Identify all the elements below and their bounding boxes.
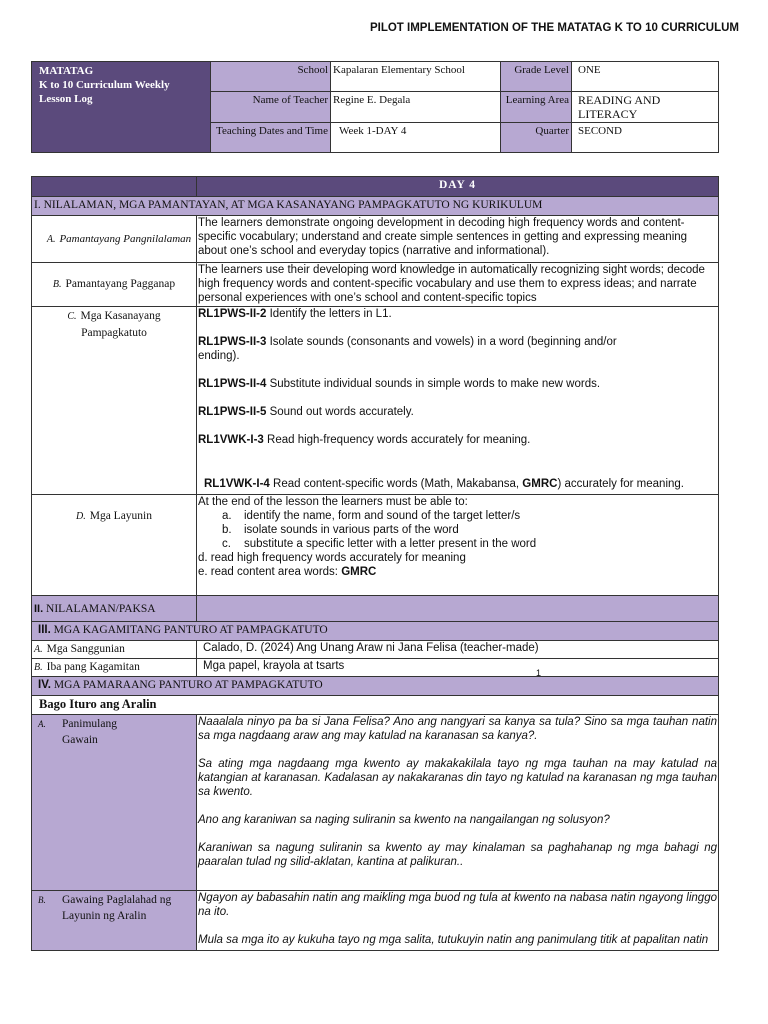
- section-2-text: NILALAMAN/PAKSA: [43, 602, 156, 615]
- label-letter: A.: [46, 233, 56, 245]
- paragraph: Naaalala ninyo pa ba si Jana Felisa? Ano ang nangyari sa kanya sa tula? Sino sa mga tauhan natin sa mga nagdaang araw ang may katulad na karanasan sa kanya?.: [198, 716, 717, 742]
- competency-text: Substitute individual sounds in simple words to make new words.: [266, 378, 601, 390]
- label-text: Panimulang Gawain: [62, 718, 117, 746]
- paragraph: Sa ating mga nagdaang mga kwento ay makakakilala tayo ng mga tauhan na may katulad na katangian at karanasan. Kadalasan ay nakakaranas din tayo ng katulad na karanasan ng mga tauhan sa kwento.: [198, 758, 717, 798]
- objective-text: identify the name, form and sound of the target letter/s: [244, 510, 521, 522]
- quarter-label: Quarter: [501, 123, 572, 153]
- objective-marker: c.: [222, 538, 231, 550]
- section-2-content: [197, 596, 719, 622]
- objective-item: [222, 537, 717, 551]
- competency-item: [198, 335, 628, 363]
- label-mga-layunin: [32, 495, 197, 596]
- objectives-intro: At the end of the lesson the learners must be able to:: [198, 496, 468, 508]
- label-iba-pang-kagamitan: [32, 659, 197, 677]
- quarter-value: SECOND: [572, 123, 719, 153]
- objectives-list: [198, 509, 717, 551]
- label-text: Mga Sanggunian: [46, 643, 125, 655]
- competency-text: Sound out words accurately.: [266, 406, 414, 418]
- label-text: Mga Layunin: [89, 510, 152, 522]
- competency-text: Read content-specific words (Math, Makabansa,: [269, 478, 523, 490]
- paragraph: Mula sa mga ito ay kukuha tayo ng mga salita, tutukuyin natin ang panimulang titik at papalitan natin: [198, 934, 709, 946]
- school-value: Kapalaran Elementary School: [331, 62, 501, 92]
- objectives: [197, 495, 719, 596]
- label-letter: B.: [34, 662, 43, 673]
- competency-code: RL1PWS-II-4: [198, 378, 267, 390]
- label-text: Pamantayang Pagganap: [65, 278, 176, 290]
- section-3-num: III.: [38, 624, 51, 636]
- area-value: READING AND LITERACY: [572, 92, 719, 123]
- competency-item: [198, 405, 717, 419]
- competency-item: [198, 433, 717, 447]
- matatag-brand: [32, 62, 211, 153]
- label-letter: B.: [38, 895, 46, 905]
- footnote-mark: 1: [536, 668, 542, 678]
- competency-bold: GMRC: [522, 478, 558, 490]
- brand-line-2: K to 10 Curriculum Weekly: [39, 79, 170, 91]
- objective-item: [222, 509, 717, 523]
- label-letter: D.: [75, 511, 86, 522]
- panimulang-gawain-content: [197, 715, 719, 891]
- competency-text-end: ) accurately for meaning.: [557, 478, 684, 490]
- teacher-label: Name of Teacher: [211, 92, 331, 123]
- objective-d: d. read high frequency words accurately for meaning: [198, 552, 466, 564]
- content-standard: The learners demonstrate ongoing development in decoding high frequency words and content-specific vocabulary; understand and create simple sentences in getting and expressing meaning about one’s school and everyday topics (narrative and informational).: [197, 216, 719, 263]
- other-materials: Mga papel, krayola at tsarts: [197, 659, 719, 677]
- section-3-title: [32, 622, 719, 641]
- subsection-bago-ituro: Bago Ituro ang Aralin: [32, 696, 719, 715]
- label-letter: A.: [38, 719, 46, 729]
- competency-code: RL1PWS-II-3: [198, 336, 267, 348]
- section-3-text: MGA KAGAMITANG PANTURO AT PAMPAGKATUTO: [50, 624, 328, 636]
- objective-e-text: e. read content area words:: [198, 566, 342, 578]
- objective-text: substitute a specific letter with a letter present in the word: [244, 538, 537, 550]
- competency-code: RL1VWK-I-4: [204, 478, 270, 490]
- paragraph: Karaniwan sa nagung suliranin sa kwento ay may kinalaman sa paghahanap ng mga bahagi ng paaralan tulad ng silid-aklatan, kantina at palikuran..: [198, 842, 717, 868]
- objective-e-bold: GMRC: [341, 566, 377, 578]
- page-title: PILOT IMPLEMENTATION OF THE MATATAG K TO 10 CURRICULUM: [369, 22, 739, 34]
- section-1-title: I. NILALAMAN, MGA PAMANTAYAN, AT MGA KASANAYANG PAMPAGKATUTO NG KURIKULUM: [32, 197, 719, 216]
- label-kasanayang-pampagkatuto: [32, 307, 197, 495]
- objective-text: isolate sounds in various parts of the word: [244, 524, 459, 536]
- objective-item: [222, 523, 717, 537]
- competency-text: Read high-frequency words accurately for meaning.: [263, 434, 531, 446]
- brand-line-1: MATATAG: [39, 65, 94, 77]
- label-letter: A.: [34, 644, 43, 655]
- competency-item: [198, 307, 717, 321]
- label-pamantayang-pagganap: [32, 263, 197, 307]
- objective-marker: a.: [222, 510, 232, 522]
- label-text: Pamantayang Pangnilalaman: [59, 232, 192, 245]
- label-mga-sanggunian: [32, 641, 197, 659]
- paragraph: Ano ang karaniwan sa naging suliranin sa kwento na nangailangan ng solusyon?: [198, 814, 610, 826]
- label-text: Iba pang Kagamitan: [46, 661, 140, 673]
- competency-code: RL1PWS-II-2: [198, 308, 267, 320]
- grade-label: Grade Level: [501, 62, 572, 92]
- competency-text: Identify the letters in L1.: [266, 308, 392, 320]
- dates-value: Week 1-DAY 4: [331, 123, 501, 153]
- competency-code: RL1PWS-II-5: [198, 406, 267, 418]
- section-2-num: II.: [34, 602, 44, 615]
- brand-line-3: Lesson Log: [39, 93, 93, 105]
- day-header: DAY 4: [197, 177, 719, 197]
- section-4-title: [32, 677, 719, 696]
- learning-competencies: [197, 307, 719, 495]
- competency-item: [198, 477, 717, 491]
- label-panimulang-gawain: [32, 715, 197, 891]
- teacher-value: Regine E. Degala: [331, 92, 501, 123]
- objective-e: [198, 565, 717, 579]
- references: Calado, D. (2024) Ang Unang Araw ni Jana Felisa (teacher-made): [197, 641, 719, 659]
- section-4-text: MGA PAMARAANG PANTURO AT PAMPAGKATUTO: [51, 679, 323, 691]
- competency-code: RL1VWK-I-3: [198, 434, 264, 446]
- section-2-title: [32, 596, 197, 622]
- label-pamantayang-pangnilalaman: [32, 216, 197, 263]
- school-label: School: [211, 62, 331, 92]
- competency-text: Isolate sounds (consonants and vowels) in a word (beginning and/or ending).: [198, 336, 617, 362]
- performance-standard: The learners use their developing word knowledge in automatically recognizing sight words; decode high frequency words and content-specific vocabulary and use them to express ideas; and narrate personal experiences with one’s school and content-specific topics: [197, 263, 719, 307]
- dates-label: Teaching Dates and Time: [211, 123, 331, 153]
- paragraph: Ngayon ay babasahin natin ang maikling mga buod ng tula at kwento na nabasa natin ngayong linggo na ito.: [198, 892, 717, 918]
- lesson-log-header: [31, 61, 719, 153]
- label-text: Mga Kasanayang Pampagkatuto: [80, 310, 161, 339]
- area-label: Learning Area: [501, 92, 572, 123]
- label-paglalahad-layunin: [32, 891, 197, 951]
- label-letter: B.: [52, 279, 62, 290]
- label-letter: C.: [67, 311, 77, 322]
- lesson-log-table: [31, 176, 719, 951]
- competency-item: [198, 377, 717, 391]
- grade-value: ONE: [572, 62, 719, 92]
- objective-marker: b.: [222, 524, 232, 536]
- label-text: Gawaing Paglalahad ng Layunin ng Aralin: [62, 894, 172, 922]
- paglalahad-layunin-content: [197, 891, 719, 951]
- section-4-num: IV.: [38, 679, 52, 691]
